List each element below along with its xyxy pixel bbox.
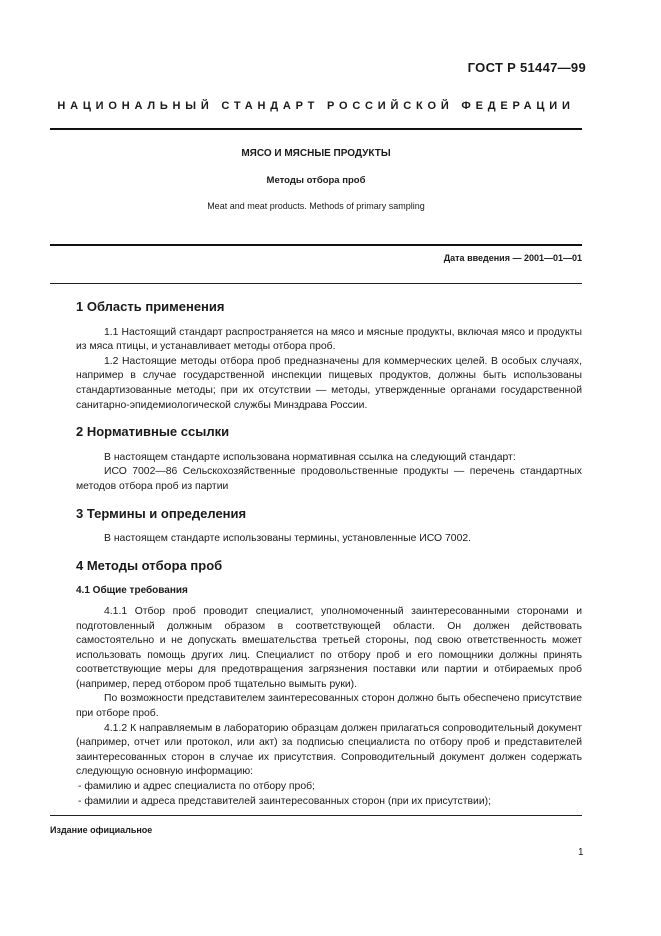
paragraph: ИСО 7002—86 Сельскохозяйственные продовольственные продукты — перечень стандартных методов отбора проб из партии (76, 466, 582, 492)
subsection-heading: 4.1 Общие требования (76, 585, 188, 597)
paragraph: В настоящем стандарте использованы термины, установленные ИСО 7002. (104, 533, 472, 545)
title-divider (50, 244, 582, 246)
section-heading: 4 Методы отбора проб (76, 557, 223, 573)
paragraph: 4.1.2 К направляемым в лабораторию образцам должен прилагаться сопроводительный документ (например, отчет или протокол, или акт) за подписью специалиста по отбору проб и представителей заинтересованных сторон в случае их присутствия. Сопроводительный документ должен содержать следующую основную информацию: (76, 722, 582, 778)
page-number: 1 (578, 847, 584, 858)
section-scope (76, 300, 582, 413)
document-title-english: Meat and meat products. Methods of primary sampling (207, 201, 425, 211)
introduction-date: Дата введения — 2001—01—01 (443, 253, 582, 263)
section-terms (76, 507, 582, 547)
document-subtitle: Методы отбора проб (266, 175, 366, 186)
document-title: МЯСО И МЯСНЫЕ ПРОДУКТЫ (241, 148, 391, 159)
paragraph: В настоящем стандарте использована нормативная ссылка на следующий стандарт: (104, 451, 516, 463)
top-divider (50, 128, 582, 130)
document-body (76, 300, 582, 821)
list-item: - фамилию и адрес специалиста по отбору проб; (78, 781, 315, 793)
section-heading: 1 Область применения (76, 299, 225, 314)
section-normative-references (76, 425, 582, 494)
edition-note: Издание официальное (50, 825, 153, 835)
section-sampling-methods (76, 559, 582, 810)
national-standard-title: НАЦИОНАЛЬНЫЙ СТАНДАРТ РОССИЙСКОЙ ФЕДЕРАЦИИ (57, 100, 575, 112)
paragraph: По возможности представителем заинтересованных сторон должно быть обеспечено присутствие при отборе проб. (76, 693, 582, 720)
section-heading: 3 Термины и определения (76, 505, 247, 521)
date-divider (50, 283, 582, 284)
section-heading: 2 Нормативные ссылки (76, 424, 230, 440)
document-number: ГОСТ Р 51447—99 (467, 60, 586, 75)
paragraph: 1.1 Настоящий стандарт распространяется на мясо и мясные продукты, включая мясо и продукты из мяса птицы, и устанавливает методы отбора проб. (76, 326, 582, 353)
footer-divider (50, 815, 582, 816)
list-item: - фамилии и адреса представителей заинтересованных сторон (при их присутствии); (78, 795, 491, 807)
paragraph: 4.1.1 Отбор проб проводит специалист, уполномоченный заинтересованными сторонами и подготовленный должным образом в соответствующей области. Он должен действовать самостоятельно и не допускать вмешательства третьей стороны, под свою ответственность может использовать помощь других лиц. Специалист по отбору проб и его помощники должны принять соответствующие меры для предотвращения загрязнения поставки или партии и отбираемых проб (например, перед отбором проб тщательно вымыть руки). (76, 605, 582, 690)
paragraph: 1.2 Настоящие методы отбора проб предназначены для коммерческих целей. В особых случаях, например в случае государственной инспекции пищевых продуктов, должны быть использованы стандартизованные методы; при их отсутствии — методы, утвержденные органами государственной санитарно-эпидемиологической службы Минздрава России. (76, 355, 582, 411)
